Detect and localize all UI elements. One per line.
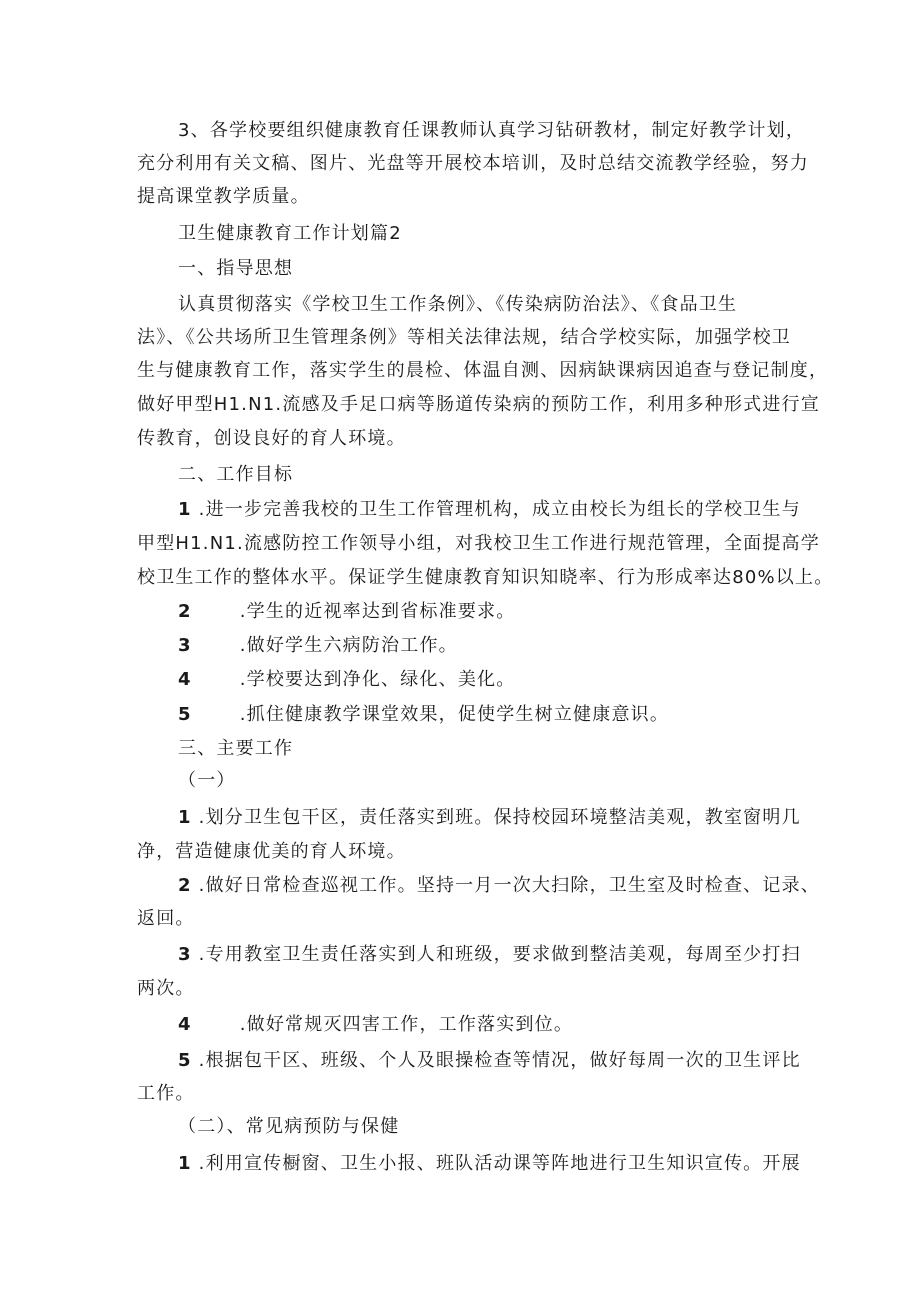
item-text: .划分卫生包干区，责任落实到班。保持校园环境整洁美观，教室窗明几 — [198, 807, 801, 828]
work-item-5 — [178, 1048, 801, 1074]
work-item-2 — [178, 873, 820, 899]
goal-item-2 — [178, 599, 515, 625]
subsection-label: （一） — [178, 770, 236, 791]
item-number: 3 — [178, 944, 192, 965]
subsection-label: （二）、常见病预防与保健 — [178, 1116, 400, 1137]
paragraph-line: 做好甲型H1.N1.流感及手足口病等肠道传染病的预防工作，利用多种形式进行宣 — [137, 394, 820, 415]
heading-work-goals: 二、工作目标 — [178, 464, 294, 485]
item-number: 4 — [178, 669, 192, 690]
work-item-4 — [178, 1012, 573, 1038]
section-title: 卫生健康教育工作计划篇2 — [178, 223, 402, 244]
goal-item-4 — [178, 667, 515, 693]
paragraph-line: 充分利用有关文稿、图片、光盘等开展校本培训，及时总结交流教学经验，努力 — [137, 153, 809, 174]
paragraph-line: 净，营造健康优美的育人环境。 — [137, 841, 406, 862]
item-text: .根据包干区、班级、个人及眼操检查等情况，做好每周一次的卫生评比 — [198, 1050, 801, 1071]
work-item-6 — [178, 1151, 801, 1177]
paragraph-line: 提高课堂教学质量。 — [137, 186, 310, 207]
paragraph-line: 生与健康教育工作，落实学生的晨检、体温自测、因病缺课病因追查与登记制度， — [137, 360, 829, 381]
heading-main-work: 三、主要工作 — [178, 738, 294, 759]
work-item-1 — [178, 805, 801, 831]
item-text: .做好学生六病防治工作。 — [239, 635, 458, 656]
goal-item-5 — [178, 702, 669, 728]
paragraph-line: 3、各学校要组织健康教育任课教师认真学习钻研教材，制定好教学计划， — [178, 120, 806, 141]
item-number: 2 — [178, 601, 192, 622]
item-text: .专用教室卫生责任落实到人和班级，要求做到整洁美观，每周至少打扫 — [198, 944, 801, 965]
item-text: .做好常规灭四害工作，工作落实到位。 — [239, 1014, 574, 1035]
item-text: .利用宣传橱窗、卫生小报、班队活动课等阵地进行卫生知识宣传。开展 — [198, 1153, 801, 1174]
item-text: .学校要达到净化、绿化、美化。 — [239, 669, 516, 690]
item-number: 1 — [178, 807, 192, 828]
work-item-3 — [178, 942, 801, 968]
item-number: 2 — [178, 875, 192, 896]
heading-guiding-ideology: 一、指导思想 — [178, 258, 294, 279]
paragraph-line: 两次。 — [137, 978, 195, 999]
paragraph-line: 传教育，创设良好的育人环境。 — [137, 428, 406, 449]
item-text: .学生的近视率达到省标准要求。 — [239, 601, 516, 622]
item-number: 5 — [178, 704, 192, 725]
goal-item-3 — [178, 633, 458, 659]
paragraph-line: 法》、《公共场所卫生管理条例》等相关法律法规，结合学校实际，加强学校卫 — [137, 327, 791, 348]
item-text: .进一步完善我校的卫生工作管理机构，成立由校长为组长的学校卫生与 — [198, 499, 801, 520]
item-number: 1 — [178, 1153, 192, 1174]
item-text: .抓住健康教学课堂效果，促使学生树立健康意识。 — [239, 704, 670, 725]
paragraph-line: 认真贯彻落实《学校卫生工作条例》、《传染病防治法》、《食品卫生 — [178, 294, 738, 315]
paragraph-line: 返回。 — [137, 908, 195, 929]
paragraph-line: 工作。 — [137, 1083, 195, 1104]
paragraph-line: 校卫生工作的整体水平。保证学生健康教育知识知晓率、行为形成率达80%以上。 — [137, 567, 834, 588]
item-number: 1 — [178, 499, 192, 520]
paragraph-line: 甲型H1.N1.流感防控工作领导小组，对我校卫生工作进行规范管理，全面提高学 — [137, 533, 820, 554]
item-number: 3 — [178, 635, 192, 656]
item-number: 4 — [178, 1014, 192, 1035]
item-text: .做好日常检查巡视工作。坚持一月一次大扫除，卫生室及时检查、记录、 — [198, 875, 820, 896]
item-number: 5 — [178, 1050, 192, 1071]
goal-item-1 — [178, 497, 801, 523]
